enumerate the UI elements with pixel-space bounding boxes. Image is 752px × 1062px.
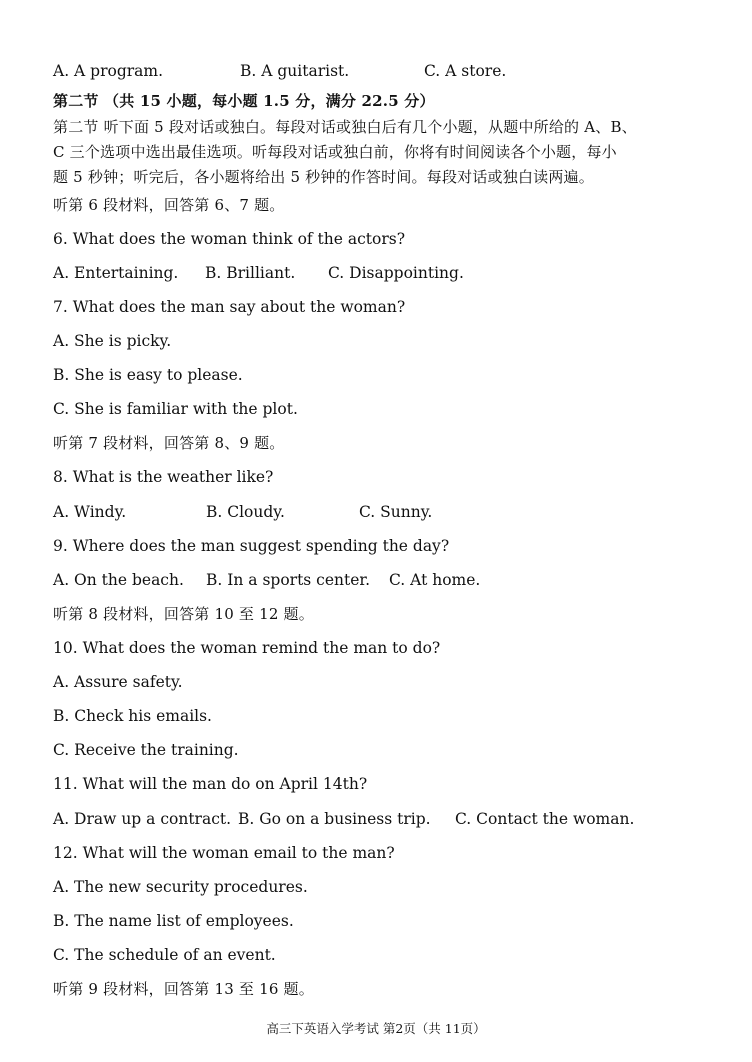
section-title: 第二节 （共 15 小题，每小题 1.5 分，满分 22.5 分） xyxy=(53,92,435,110)
instructions-line-2: C 三个选项中选出最佳选项。听每段对话或独白前，你将有时间阅读各个小题，每小 xyxy=(53,143,617,161)
top-option-a: A. A program. xyxy=(53,62,164,80)
question-7-stem: 7. What does the man say about the woman? xyxy=(53,298,406,316)
question-12-stem: 12. What will the woman email to the man? xyxy=(53,844,395,862)
question-12-option-b: B. The name list of employees. xyxy=(53,912,294,930)
material-9-heading: 听第 9 段材料，回答第 13 至 16 题。 xyxy=(53,980,314,998)
question-6-option-a: A. Entertaining. xyxy=(53,264,179,282)
question-7-option-b: B. She is easy to please. xyxy=(53,366,243,384)
question-8-option-b: B. Cloudy. xyxy=(206,503,285,521)
top-option-c: C. A store. xyxy=(424,62,507,80)
question-6-option-b: B. Brilliant. xyxy=(205,264,296,282)
question-10-option-b: B. Check his emails. xyxy=(53,707,212,725)
question-8-stem: 8. What is the weather like? xyxy=(53,468,274,486)
material-7-heading: 听第 7 段材料，回答第 8、9 题。 xyxy=(53,434,285,452)
question-11-stem: 11. What will the man do on April 14th? xyxy=(53,775,368,793)
instructions-line-3: 题 5 秒钟；听完后，各小题将给出 5 秒钟的作答时间。每段对话或独白读两遍。 xyxy=(53,168,594,186)
question-6-option-c: C. Disappointing. xyxy=(328,264,464,282)
material-6-heading: 听第 6 段材料，回答第 6、7 题。 xyxy=(53,196,285,214)
question-8-option-c: C. Sunny. xyxy=(359,503,433,521)
question-10-option-c: C. Receive the training. xyxy=(53,741,239,759)
question-10-option-a: A. Assure safety. xyxy=(53,673,183,691)
question-11-option-c: C. Contact the woman. xyxy=(455,810,635,828)
question-8-option-a: A. Windy. xyxy=(53,503,127,521)
instructions-line-1: 第二节 听下面 5 段对话或独白。每段对话或独白后有几个小题，从题中所给的 A、B、 xyxy=(53,118,637,136)
question-9-stem: 9. Where does the man suggest spending the day? xyxy=(53,537,450,555)
question-10-stem: 10. What does the woman remind the man to do? xyxy=(53,639,441,657)
question-12-option-c: C. The schedule of an event. xyxy=(53,946,276,964)
question-9-option-a: A. On the beach. xyxy=(53,571,184,589)
question-9-option-b: B. In a sports center. xyxy=(206,571,371,589)
question-9-option-c: C. At home. xyxy=(389,571,481,589)
material-8-heading: 听第 8 段材料，回答第 10 至 12 题。 xyxy=(53,605,314,623)
question-7-option-c: C. She is familiar with the plot. xyxy=(53,400,298,418)
question-11-option-a: A. Draw up a contract. xyxy=(53,810,232,828)
question-12-option-a: A. The new security procedures. xyxy=(53,878,308,896)
top-option-b: B. A guitarist. xyxy=(240,62,350,80)
question-11-option-b: B. Go on a business trip. xyxy=(238,810,431,828)
page-footer: 高三下英语入学考试 第2页（共 11页） xyxy=(266,1021,486,1036)
question-6-stem: 6. What does the woman think of the actors? xyxy=(53,230,406,248)
question-7-option-a: A. She is picky. xyxy=(53,332,172,350)
